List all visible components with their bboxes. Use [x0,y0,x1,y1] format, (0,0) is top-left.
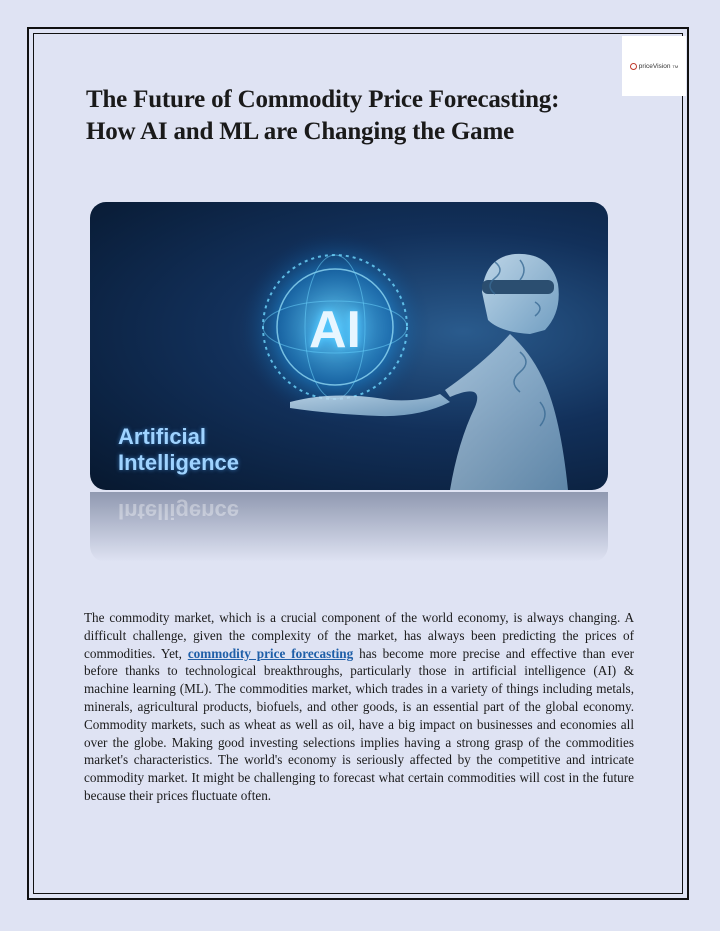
hero-image [90,202,608,492]
robot-body [445,334,568,490]
logo-trademark: TM [672,63,679,69]
title-line-2: How AI and ML are Changing the Game [86,118,514,145]
caption-line-2: Intelligence [118,450,240,475]
logo-text: priceVision [638,62,671,70]
hero-image-frame [90,202,608,490]
reflection-text: Intelligence [118,499,240,524]
ai-badge: AI [309,301,361,359]
hero-caption [118,424,239,476]
logo-mark [630,63,678,70]
page-title [86,84,616,148]
logo-icon [630,63,637,70]
title-line-1: The Future of Commodity Price Forecasting: [86,86,560,113]
body-text-after-link: has become more precise and effective than ever before thanks to technological breakthroughs, particularly those in artificial intelligence (AI) & machine learning (ML). The commodities market, which trades in a variety of things including metals, minerals, agricultural products, biofuels, and other goods, is an essential part of the global economy. Commodity markets, such as wheat as well as oil, have a big impact on businesses and economies all over the globe. Making good investing selections implies having a strong grasp of the commodities market's characteristics. The world's economy is seriously affected by the competitive and intricate commodity market. It might be challenging to forecast what certain commodities will cost in the future because their prices fluctuate often. [84,645,635,803]
brand-logo [622,36,686,96]
body-paragraph [84,609,634,805]
body-text-before-link: The commodity market, which is a crucial component of the world economy, is always changing. A difficult challenge, given the complexity of the market, has always been predicting the prices of commodities. Yet, [84,610,634,661]
caption-line-1: Artificial [118,424,207,449]
hero-reflection [90,492,608,562]
commodity-forecasting-link[interactable]: commodity price forecasting [187,645,354,661]
